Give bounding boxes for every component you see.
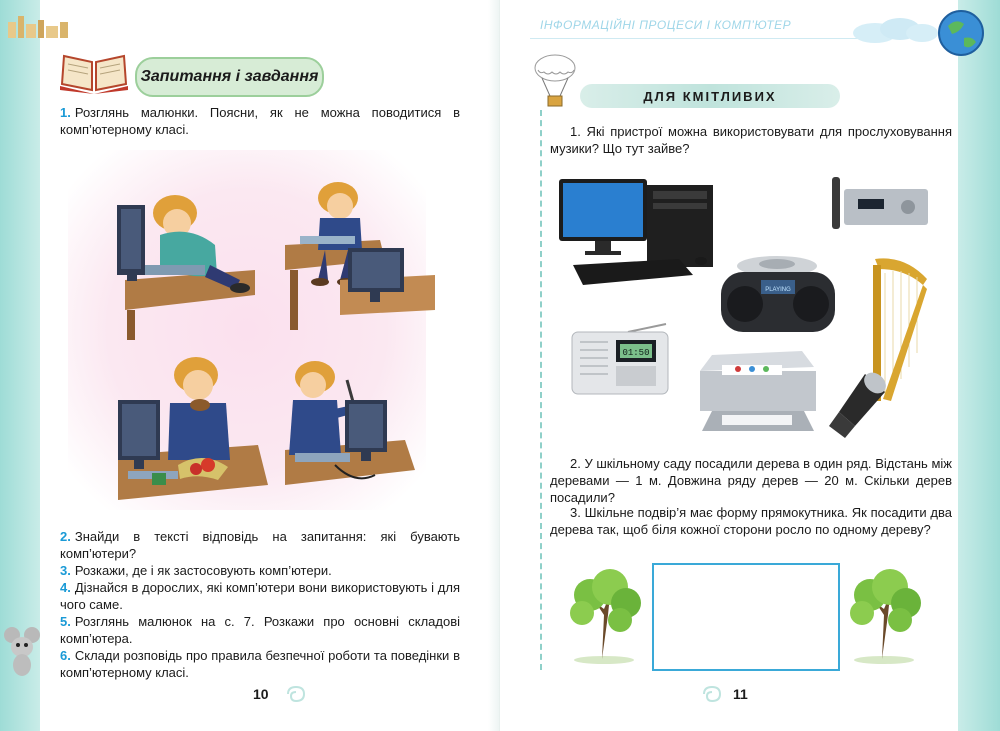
dashed-margin-rule xyxy=(540,110,542,670)
swirl-ornament-icon xyxy=(700,684,724,704)
music-center-image xyxy=(818,175,933,235)
tree-left-image xyxy=(560,565,650,665)
answer-box[interactable] xyxy=(652,563,840,671)
section-title-banner xyxy=(135,57,324,97)
task-text: Розглянь малюнок на с. 7. Розкажи про основні складові комп’ютера. xyxy=(60,614,460,646)
illustration-boy-eating xyxy=(108,355,278,520)
task-text: Розкажи, де і як застосовують комп’ютери. xyxy=(74,563,332,578)
task-text: Склади розповідь про правила безпечної роботи та поведінки в комп’ютерному класі. xyxy=(60,648,460,680)
running-header: ІНФОРМАЦІЙНІ ПРОЦЕСИ І КОМП’ЮТЕР xyxy=(540,18,792,32)
radio-image xyxy=(568,320,673,400)
illustration-boy-feet-on-desk xyxy=(270,180,440,345)
task-1 xyxy=(60,104,460,138)
task-number: 1. xyxy=(60,105,71,120)
globe-icon xyxy=(936,8,986,58)
tree-right-image xyxy=(840,565,930,665)
question-3: 3. Шкільне подвір’я має форму прямокутника. Як посадити два дерева так, щоб біля кожної сторони росло по одному дереву? xyxy=(550,505,952,537)
printer-image xyxy=(692,345,822,437)
task-6 xyxy=(60,647,460,681)
question-2: 2. У шкільному саду посадили дерева в один ряд. Відстань між деревами — 1 м. Довжина ряду дерев — 20 м. Скільки дерев посадили? xyxy=(550,456,952,505)
open-book-icon xyxy=(58,50,130,94)
right-margin-strip xyxy=(958,0,1000,731)
header-rule xyxy=(530,38,860,39)
right-page xyxy=(500,0,1000,731)
section-title: ДЛЯ КМІТЛИВИХ xyxy=(643,88,777,104)
cd-player-image xyxy=(715,250,840,338)
illustration-boy-on-desk xyxy=(105,185,275,350)
question-1: 1. Які пристрої можна використовувати для прослуховування музики? Що тут зайве? xyxy=(550,124,952,156)
task-text: Знайди в тексті відповідь на запитання: які бувають комп’ютери? xyxy=(60,529,460,561)
hot-air-balloon-icon xyxy=(530,52,580,110)
task-text: Дізнайся в дорослих, які комп’ютери вони використовують і для чого саме. xyxy=(60,580,460,612)
illustration-boy-with-screwdriver xyxy=(275,355,445,520)
task-number: 5. xyxy=(60,614,71,629)
desktop-computer-image xyxy=(555,175,720,295)
task-5 xyxy=(60,613,460,647)
task-number: 2. xyxy=(60,529,71,544)
page-number: 10 xyxy=(253,686,269,702)
task-number: 3. xyxy=(60,563,71,578)
section-title-banner xyxy=(580,84,840,108)
mouse-character-icon xyxy=(2,625,42,677)
left-margin-strip xyxy=(0,0,40,731)
cd-player-display: PLAYING xyxy=(765,287,791,293)
radio-display: 01:50 xyxy=(622,348,650,358)
town-icon xyxy=(4,12,74,40)
cloud-skyline-icon xyxy=(850,15,940,45)
section-title: Запитання і завдання xyxy=(140,68,319,85)
task-3 xyxy=(60,562,460,579)
task-4 xyxy=(60,579,460,613)
swirl-ornament-icon xyxy=(284,684,308,704)
task-2 xyxy=(60,528,460,562)
flashlight-image xyxy=(825,370,890,442)
page-number: 11 xyxy=(733,686,748,702)
task-text: Розглянь малюнки. Поясни, як не можна поводитися в комп’ютерному класі. xyxy=(60,105,460,137)
task-number: 6. xyxy=(60,648,71,663)
task-number: 4. xyxy=(60,580,71,595)
